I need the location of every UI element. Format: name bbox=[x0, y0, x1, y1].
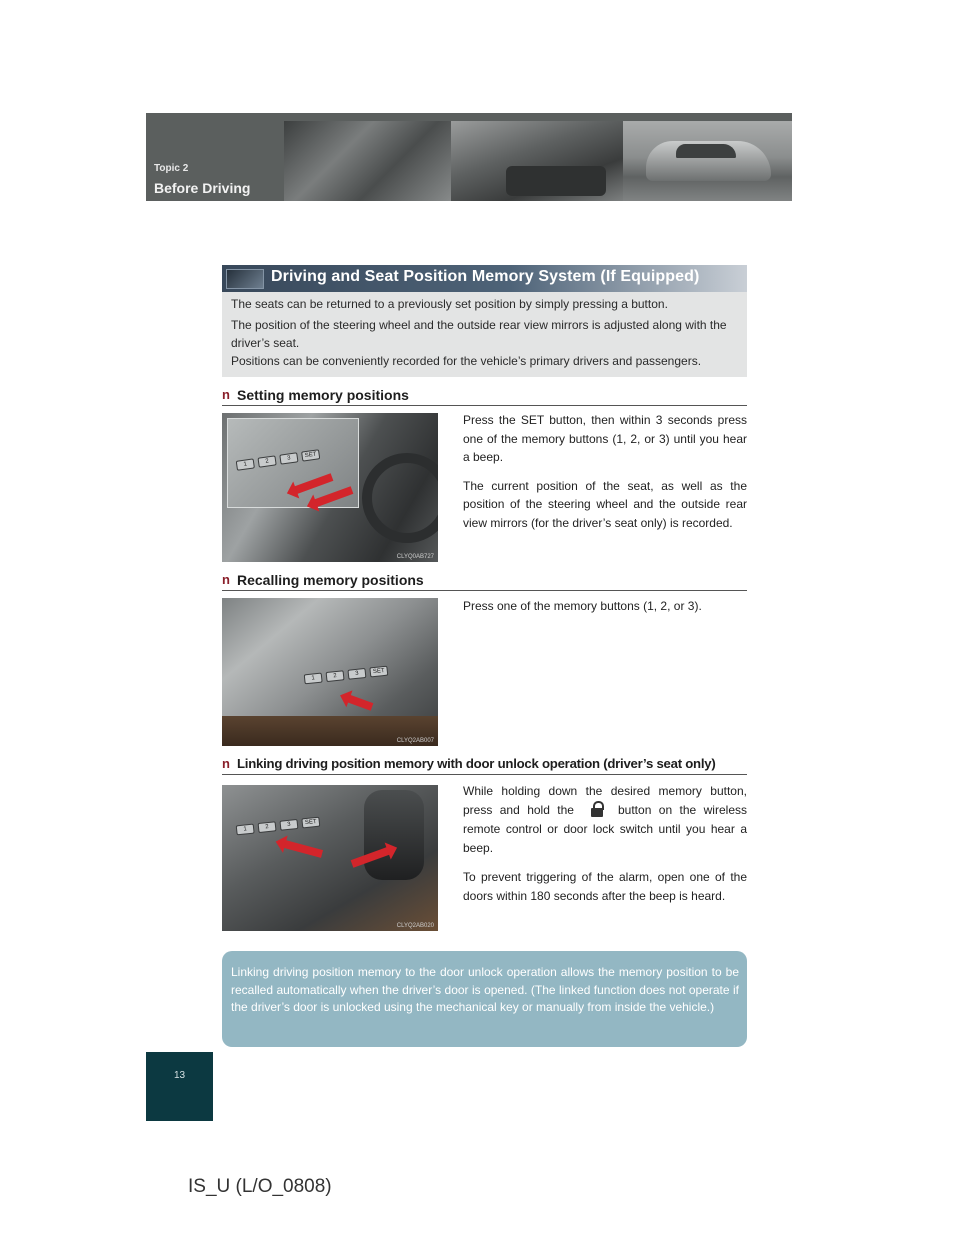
setting-text bbox=[463, 411, 747, 542]
paragraph bbox=[463, 782, 747, 858]
memory-button-2: 2 bbox=[257, 455, 276, 467]
page-title: Driving and Seat Position Memory System (If Equipped) bbox=[271, 268, 700, 285]
memory-button-3: 3 bbox=[347, 668, 366, 680]
topic-label: Topic 2 bbox=[154, 163, 189, 174]
memory-button-2: 2 bbox=[258, 821, 277, 833]
note-text: Linking driving position memory to the door unlock operation allows the memory position to be recalled automatically when the driver’s door is opened. (The linked function does not operate if the driver’s door is unlocked using the mechanical key or manually from inside the vehicle.) bbox=[231, 965, 739, 1014]
memory-button-3: 3 bbox=[279, 819, 298, 831]
section-label: Before Driving bbox=[154, 180, 251, 196]
bullet-icon: n bbox=[222, 387, 230, 402]
memory-button-row bbox=[236, 449, 321, 471]
bullet-icon: n bbox=[222, 572, 230, 587]
subheading-linking bbox=[222, 756, 747, 775]
memory-button-2: 2 bbox=[326, 670, 345, 682]
recalling-text bbox=[463, 597, 747, 626]
set-button: SET bbox=[369, 666, 388, 678]
page-tab bbox=[146, 1052, 213, 1121]
note-box bbox=[222, 951, 747, 1047]
paragraph-part: button on the wireless remote control or door lock switch until you hear a beep. bbox=[463, 803, 747, 855]
paragraph-part: While holding down the desired memory button, press and hold the bbox=[463, 784, 747, 817]
paragraph: To prevent triggering of the alarm, open one of the doors within 180 seconds after the beep is heard. bbox=[463, 870, 747, 903]
steering-wheel-shape bbox=[362, 453, 438, 543]
page-number: 13 bbox=[173, 1070, 186, 1081]
image-code: CLYQ0AB727 bbox=[396, 554, 434, 560]
subheading-setting bbox=[222, 387, 747, 406]
paragraph: The current position of the seat, as well as the position of the steering wheel and the outside rear view mirrors (for the driver’s seat only) is recorded. bbox=[463, 478, 747, 530]
door-lock-photo bbox=[222, 785, 438, 931]
image-code: CLYQ2AB020 bbox=[396, 923, 434, 929]
title-chip-icon bbox=[226, 269, 264, 289]
arrow-icon bbox=[282, 840, 323, 858]
remote-key-icon bbox=[364, 790, 424, 880]
paragraph: Press the SET button, then within 3 seconds press one of the memory buttons (1, 2, or 3) until you hear a beep. bbox=[463, 413, 747, 464]
memory-button-1: 1 bbox=[304, 673, 323, 685]
subheading-recalling bbox=[222, 572, 747, 591]
bullet-icon: n bbox=[222, 756, 230, 771]
memory-buttons-photo bbox=[222, 413, 438, 562]
memory-button-row bbox=[304, 666, 389, 685]
intro-line: driver’s seat. bbox=[231, 336, 300, 350]
subheading-text: Linking driving position memory with door unlock operation (driver’s seat only) bbox=[237, 756, 716, 771]
intro-line: The position of the steering wheel and the outside rear view mirrors is adjusted along with the bbox=[231, 318, 727, 332]
set-button: SET bbox=[301, 817, 320, 829]
arrow-icon bbox=[346, 694, 373, 710]
set-button: SET bbox=[301, 449, 320, 461]
interior-photo bbox=[451, 121, 623, 201]
image-code: CLYQ2AB007 bbox=[396, 738, 434, 744]
intro-line: Positions can be conveniently recorded for the vehicle’s primary drivers and passengers. bbox=[231, 354, 702, 368]
door-photo bbox=[284, 121, 462, 201]
seat-shape bbox=[506, 166, 606, 196]
footer-code: IS_U (L/O_0808) bbox=[188, 1176, 332, 1197]
memory-button-3: 3 bbox=[279, 452, 298, 464]
intro-line: The seats can be returned to a previously set position by simply pressing a button. bbox=[231, 297, 668, 311]
door-panel-photo bbox=[222, 598, 438, 746]
paragraph: Press one of the memory buttons (1, 2, or 3). bbox=[463, 599, 702, 613]
intro-box bbox=[222, 292, 747, 377]
lock-icon bbox=[590, 801, 604, 817]
car-window-shape bbox=[676, 144, 736, 158]
memory-button-1: 1 bbox=[236, 824, 255, 836]
subheading-text: Recalling memory positions bbox=[237, 572, 424, 588]
section-title-bar bbox=[222, 265, 747, 292]
linking-text bbox=[463, 782, 747, 916]
header-banner bbox=[146, 113, 792, 201]
subheading-text: Setting memory positions bbox=[237, 387, 409, 403]
memory-button-1: 1 bbox=[236, 458, 255, 470]
